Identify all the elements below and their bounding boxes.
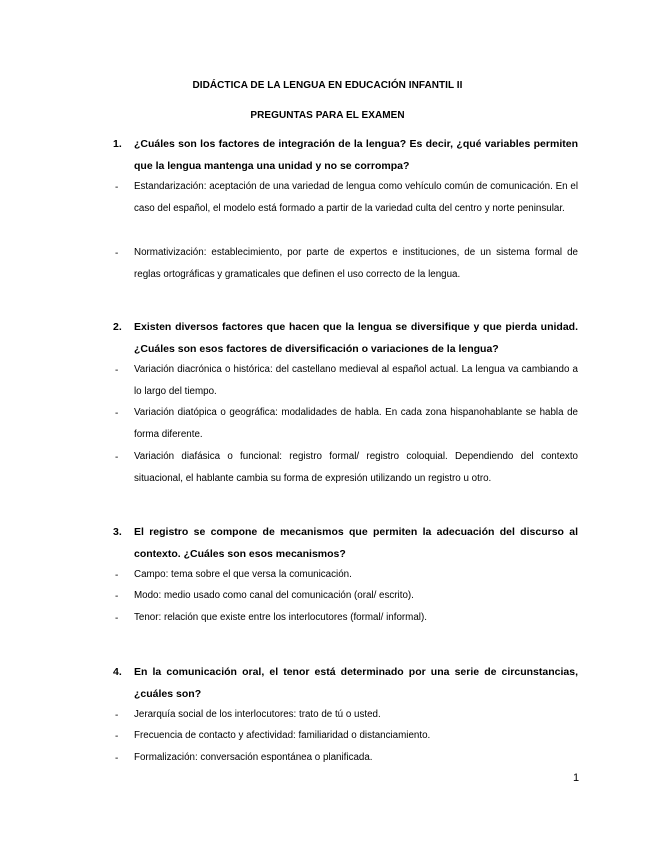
question-number: 3. <box>113 526 122 538</box>
question-number: 4. <box>113 666 122 678</box>
bullet-marker: - <box>115 408 119 419</box>
bullet-marker: - <box>115 182 119 193</box>
document-subtitle: PREGUNTAS PARA EL EXAMEN <box>250 110 405 121</box>
bullet-marker: - <box>115 452 119 463</box>
answer-item: Variación diatópica o geográfica: modalidades de habla. En cada zona hispanohablante se habla de forma diferente. <box>134 407 578 440</box>
answer-item: Normativización: establecimiento, por parte de expertos e instituciones, de un sistema formal de reglas ortográficas y gramaticales que definen el uso correcto de la lengua. <box>134 247 578 280</box>
answer-item: Campo: tema sobre el que versa la comunicación. <box>134 569 352 580</box>
page-number: 1 <box>573 772 580 784</box>
answer-item: Modo: medio usado como canal del comunicación (oral/ escrito). <box>134 590 414 601</box>
bullet-marker: - <box>115 591 119 602</box>
bullet-marker: - <box>115 613 119 624</box>
question-text: Existen diversos factores que hacen que la lengua se diversifique y que pierda unidad. ¿Cuáles son esos factores de diversificación o variaciones de la lengua? <box>134 321 578 355</box>
bullet-marker: - <box>115 365 119 376</box>
bullet-marker: - <box>115 710 119 721</box>
answer-item: Estandarización: aceptación de una variedad de lengua como vehículo común de comunicación. En el caso del español, el modelo está formado a partir de la variedad culta del centro y norte peninsular. <box>134 181 578 214</box>
question-text: En la comunicación oral, el tenor está determinado por una serie de circunstancias, ¿cuáles son? <box>134 666 578 700</box>
question-text: ¿Cuáles son los factores de integración de la lengua? Es decir, ¿qué variables permiten que la lengua mantenga una unidad y no se corrompa? <box>134 138 578 172</box>
answer-item: Variación diacrónica o histórica: del castellano medieval al español actual. La lengua va cambiando a lo largo del tiempo. <box>134 364 578 397</box>
answer-item: Variación diafásica o funcional: registro formal/ registro coloquial. Dependiendo del contexto situacional, el hablante cambia su forma de expresión utilizando un registro u otro. <box>134 451 578 484</box>
question-text: El registro se compone de mecanismos que permiten la adecuación del discurso al contexto. ¿Cuáles son esos mecanismos? <box>134 526 578 560</box>
document-title: DIDÁCTICA DE LA LENGUA EN EDUCACIÓN INFANTIL II <box>192 80 463 91</box>
bullet-marker: - <box>115 248 119 259</box>
answer-item: Frecuencia de contacto y afectividad: familiaridad o distanciamiento. <box>134 730 431 741</box>
bullet-marker: - <box>115 753 119 764</box>
bullet-marker: - <box>115 570 119 581</box>
question-number: 1. <box>113 138 122 150</box>
bullet-marker: - <box>115 731 119 742</box>
answer-item: Tenor: relación que existe entre los interlocutores (formal/ informal). <box>134 612 427 623</box>
answer-item: Formalización: conversación espontánea o planificada. <box>134 752 373 763</box>
answer-item: Jerarquía social de los interlocutores: trato de tú o usted. <box>134 709 381 720</box>
question-number: 2. <box>113 321 122 333</box>
